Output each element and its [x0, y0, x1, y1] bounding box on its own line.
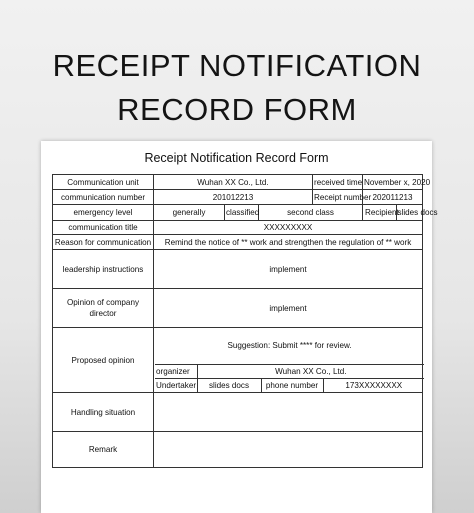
leadership-instructions-label: leadership instructions — [53, 250, 154, 289]
remark-label: Remark — [53, 432, 154, 468]
row-emergency-level — [53, 205, 423, 221]
phone-number-value: 173XXXXXXXX — [323, 378, 424, 392]
received-time-value: November x, 2020 — [363, 175, 423, 190]
handling-situation-label: Handling situation — [53, 393, 154, 432]
proposed-opinion-cell — [154, 328, 423, 393]
row-handling-situation — [53, 393, 423, 432]
row-opinion-company-director — [53, 289, 423, 328]
reason-value: Remind the notice of ** work and strengthen the regulation of ** work — [154, 235, 423, 250]
opinion-company-director-value: implement — [154, 289, 423, 328]
classified-label: classified — [225, 205, 259, 221]
row-communication-number — [53, 190, 423, 205]
receipt-number-value: 202011213 — [363, 190, 423, 205]
remark-value — [154, 432, 423, 468]
reason-label: Reason for communication — [53, 235, 154, 250]
row-reason — [53, 235, 423, 250]
leadership-instructions-value: implement — [154, 250, 423, 289]
page-heading-line-2: RECORD FORM — [117, 92, 357, 127]
handling-situation-value — [154, 393, 423, 432]
recipient-subtable — [364, 205, 438, 220]
form-sheet — [41, 141, 438, 513]
communication-unit-value: Wuhan XX Co., Ltd. — [154, 175, 313, 190]
undertaker-label: Undertaker — [155, 378, 197, 392]
emergency-level-value: generally — [154, 205, 225, 221]
proposed-opinion-subtable — [155, 328, 424, 392]
phone-number-label: phone number — [261, 378, 323, 392]
row-proposed-opinion — [53, 328, 423, 393]
organizer-label: organizer — [155, 364, 197, 378]
page-heading-line-1: RECEIPT NOTIFICATION — [52, 48, 422, 83]
undertaker-value: slides docs — [197, 378, 261, 392]
form-title: Receipt Notification Record Form — [144, 151, 329, 165]
communication-title-label: communication title — [53, 221, 154, 235]
row-leadership-instructions — [53, 250, 423, 289]
communication-number-value: 201012213 — [154, 190, 313, 205]
communication-number-label: communication number — [53, 190, 154, 205]
recipient-cell — [363, 205, 438, 221]
organizer-value: Wuhan XX Co., Ltd. — [197, 364, 424, 378]
received-time-label: received time — [313, 175, 363, 190]
row-communication-unit — [53, 175, 423, 190]
classified-value: second class — [259, 205, 363, 221]
communication-unit-label: Communication unit — [53, 175, 154, 190]
recipient-label: Recipient — [364, 205, 396, 220]
proposed-suggestion: Suggestion: Submit **** for review. — [155, 328, 424, 364]
record-form-table — [52, 174, 438, 468]
row-remark — [53, 432, 423, 468]
communication-title-value: XXXXXXXXX — [154, 221, 423, 235]
emergency-level-label: emergency level — [53, 205, 154, 221]
proposed-opinion-label: Proposed opinion — [53, 328, 154, 393]
recipient-value: slides docs — [396, 205, 424, 220]
page-heading — [0, 44, 474, 132]
row-communication-title — [53, 221, 423, 235]
opinion-company-director-label: Opinion of company director — [53, 289, 154, 328]
receipt-number-label: Receipt number — [313, 190, 363, 205]
